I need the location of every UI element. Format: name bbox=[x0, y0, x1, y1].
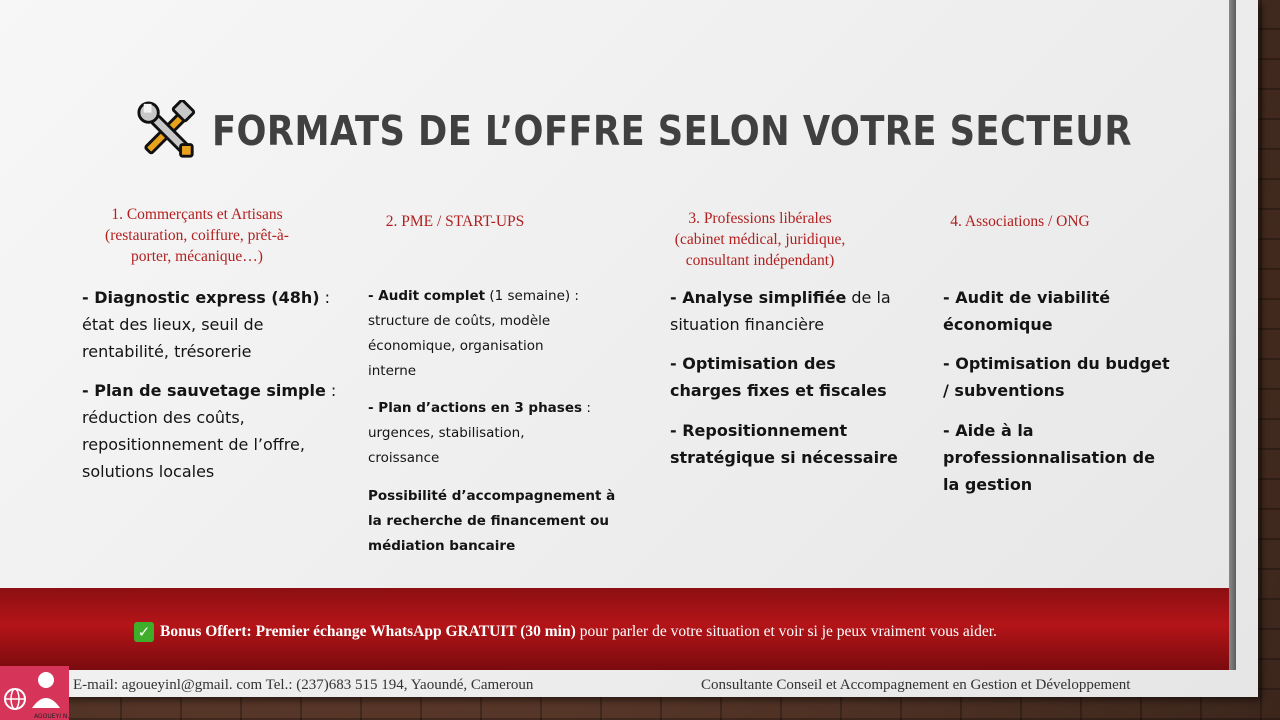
item-bold: professionnalisation de bbox=[943, 448, 1155, 467]
avatar-logo-icon bbox=[0, 666, 69, 720]
column-3-item-2 bbox=[670, 350, 905, 404]
footer-tagline: Consultante Conseil et Accompagnement en Gestion et Développement bbox=[701, 677, 1131, 693]
item-text: état des lieux, seuil de bbox=[82, 315, 264, 334]
column-2-heading-line: 2. PME / START-UPS bbox=[385, 213, 525, 230]
bonus-title: Bonus Offert: Premier échange WhatsApp GRATUIT (30 min) bbox=[160, 623, 576, 640]
item-bold: - Repositionnement bbox=[670, 421, 848, 440]
title-row bbox=[136, 98, 1280, 164]
item-text: de la bbox=[846, 288, 891, 307]
item-text: réduction des coûts, bbox=[82, 408, 245, 427]
column-1-heading-line: 1. Commerçants et Artisans bbox=[111, 206, 283, 223]
tools-icon bbox=[136, 100, 198, 162]
item-bold: - Plan d’actions en 3 phases bbox=[368, 400, 583, 416]
item-text: : bbox=[319, 288, 331, 307]
item-text: : bbox=[325, 381, 337, 400]
column-4-item-1 bbox=[943, 284, 1178, 338]
item-bold: - Plan de sauvetage simple bbox=[82, 381, 326, 400]
column-2-item-3 bbox=[368, 484, 643, 559]
item-bold: - Optimisation des bbox=[670, 354, 836, 373]
item-bold: la recherche de financement ou bbox=[368, 513, 610, 529]
column-4-item-2 bbox=[943, 350, 1178, 404]
item-bold: - Audit complet bbox=[368, 288, 486, 304]
column-3-heading-line: 3. Professions libérales bbox=[688, 210, 832, 227]
column-2-item-1 bbox=[368, 284, 643, 384]
item-bold: médiation bancaire bbox=[368, 538, 516, 554]
item-bold: stratégique si nécessaire bbox=[670, 448, 898, 467]
item-text: situation financière bbox=[670, 315, 825, 334]
column-1-heading-line: porter, mécanique…) bbox=[131, 248, 263, 265]
column-4-heading-line: 4. Associations / ONG bbox=[950, 213, 1090, 230]
column-2-item-2 bbox=[368, 396, 643, 471]
item-bold: - Aide à la bbox=[943, 421, 1034, 440]
column-2-heading bbox=[370, 211, 540, 232]
item-text: structure de coûts, modèle bbox=[368, 313, 551, 329]
column-3-heading-line: consultant indépendant) bbox=[685, 252, 835, 269]
page-title: FORMATS DE L’OFFRE SELON VOTRE SECTEUR bbox=[212, 107, 1132, 155]
item-text: solutions locales bbox=[82, 462, 215, 481]
item-bold: économique bbox=[943, 315, 1053, 334]
item-text: : bbox=[582, 400, 591, 416]
footer-contact: E-mail: agoueyinl@gmail. com Tel.: (237)683 515 194, Yaoundé, Cameroun bbox=[73, 677, 534, 693]
column-4-item-3 bbox=[943, 417, 1178, 498]
item-bold: - Audit de viabilité bbox=[943, 288, 1111, 307]
item-bold: / subventions bbox=[943, 381, 1065, 400]
column-1-item-2 bbox=[82, 377, 347, 485]
column-3-item-1 bbox=[670, 284, 905, 338]
item-bold: - Analyse simplifiée bbox=[670, 288, 847, 307]
item-bold: - Optimisation du budget bbox=[943, 354, 1170, 373]
item-text: rentabilité, trésorerie bbox=[82, 342, 252, 361]
logo-text: AGOUEYI N.L bbox=[34, 713, 69, 720]
column-4-heading bbox=[935, 211, 1105, 232]
item-text: interne bbox=[368, 363, 417, 379]
bonus-text: pour parler de votre situation et voir si je peux vraiment vous aider. bbox=[579, 623, 997, 640]
item-text: repositionnement de l’offre, bbox=[82, 435, 305, 454]
item-text: urgences, stabilisation, bbox=[368, 425, 525, 441]
item-bold: - Diagnostic express (48h) bbox=[82, 288, 320, 307]
item-text: économique, organisation bbox=[368, 338, 544, 354]
column-3-heading bbox=[650, 208, 870, 271]
item-text: croissance bbox=[368, 450, 440, 466]
item-bold: la gestion bbox=[943, 475, 1033, 494]
item-bold: Possibilité d’accompagnement à bbox=[368, 488, 616, 504]
column-3-heading-line: (cabinet médical, juridique, bbox=[674, 231, 846, 248]
column-1-heading-line: (restauration, coiffure, prêt-à- bbox=[105, 227, 289, 244]
column-1-item-1 bbox=[82, 284, 347, 365]
bonus-offer bbox=[134, 620, 997, 644]
column-3-item-3 bbox=[670, 417, 905, 471]
item-bold: charges fixes et fiscales bbox=[670, 381, 887, 400]
column-1-heading bbox=[82, 204, 312, 267]
brand-logo bbox=[0, 666, 69, 720]
item-text: (1 semaine) : bbox=[485, 288, 579, 304]
checkmark-icon: ✓ bbox=[134, 622, 154, 642]
